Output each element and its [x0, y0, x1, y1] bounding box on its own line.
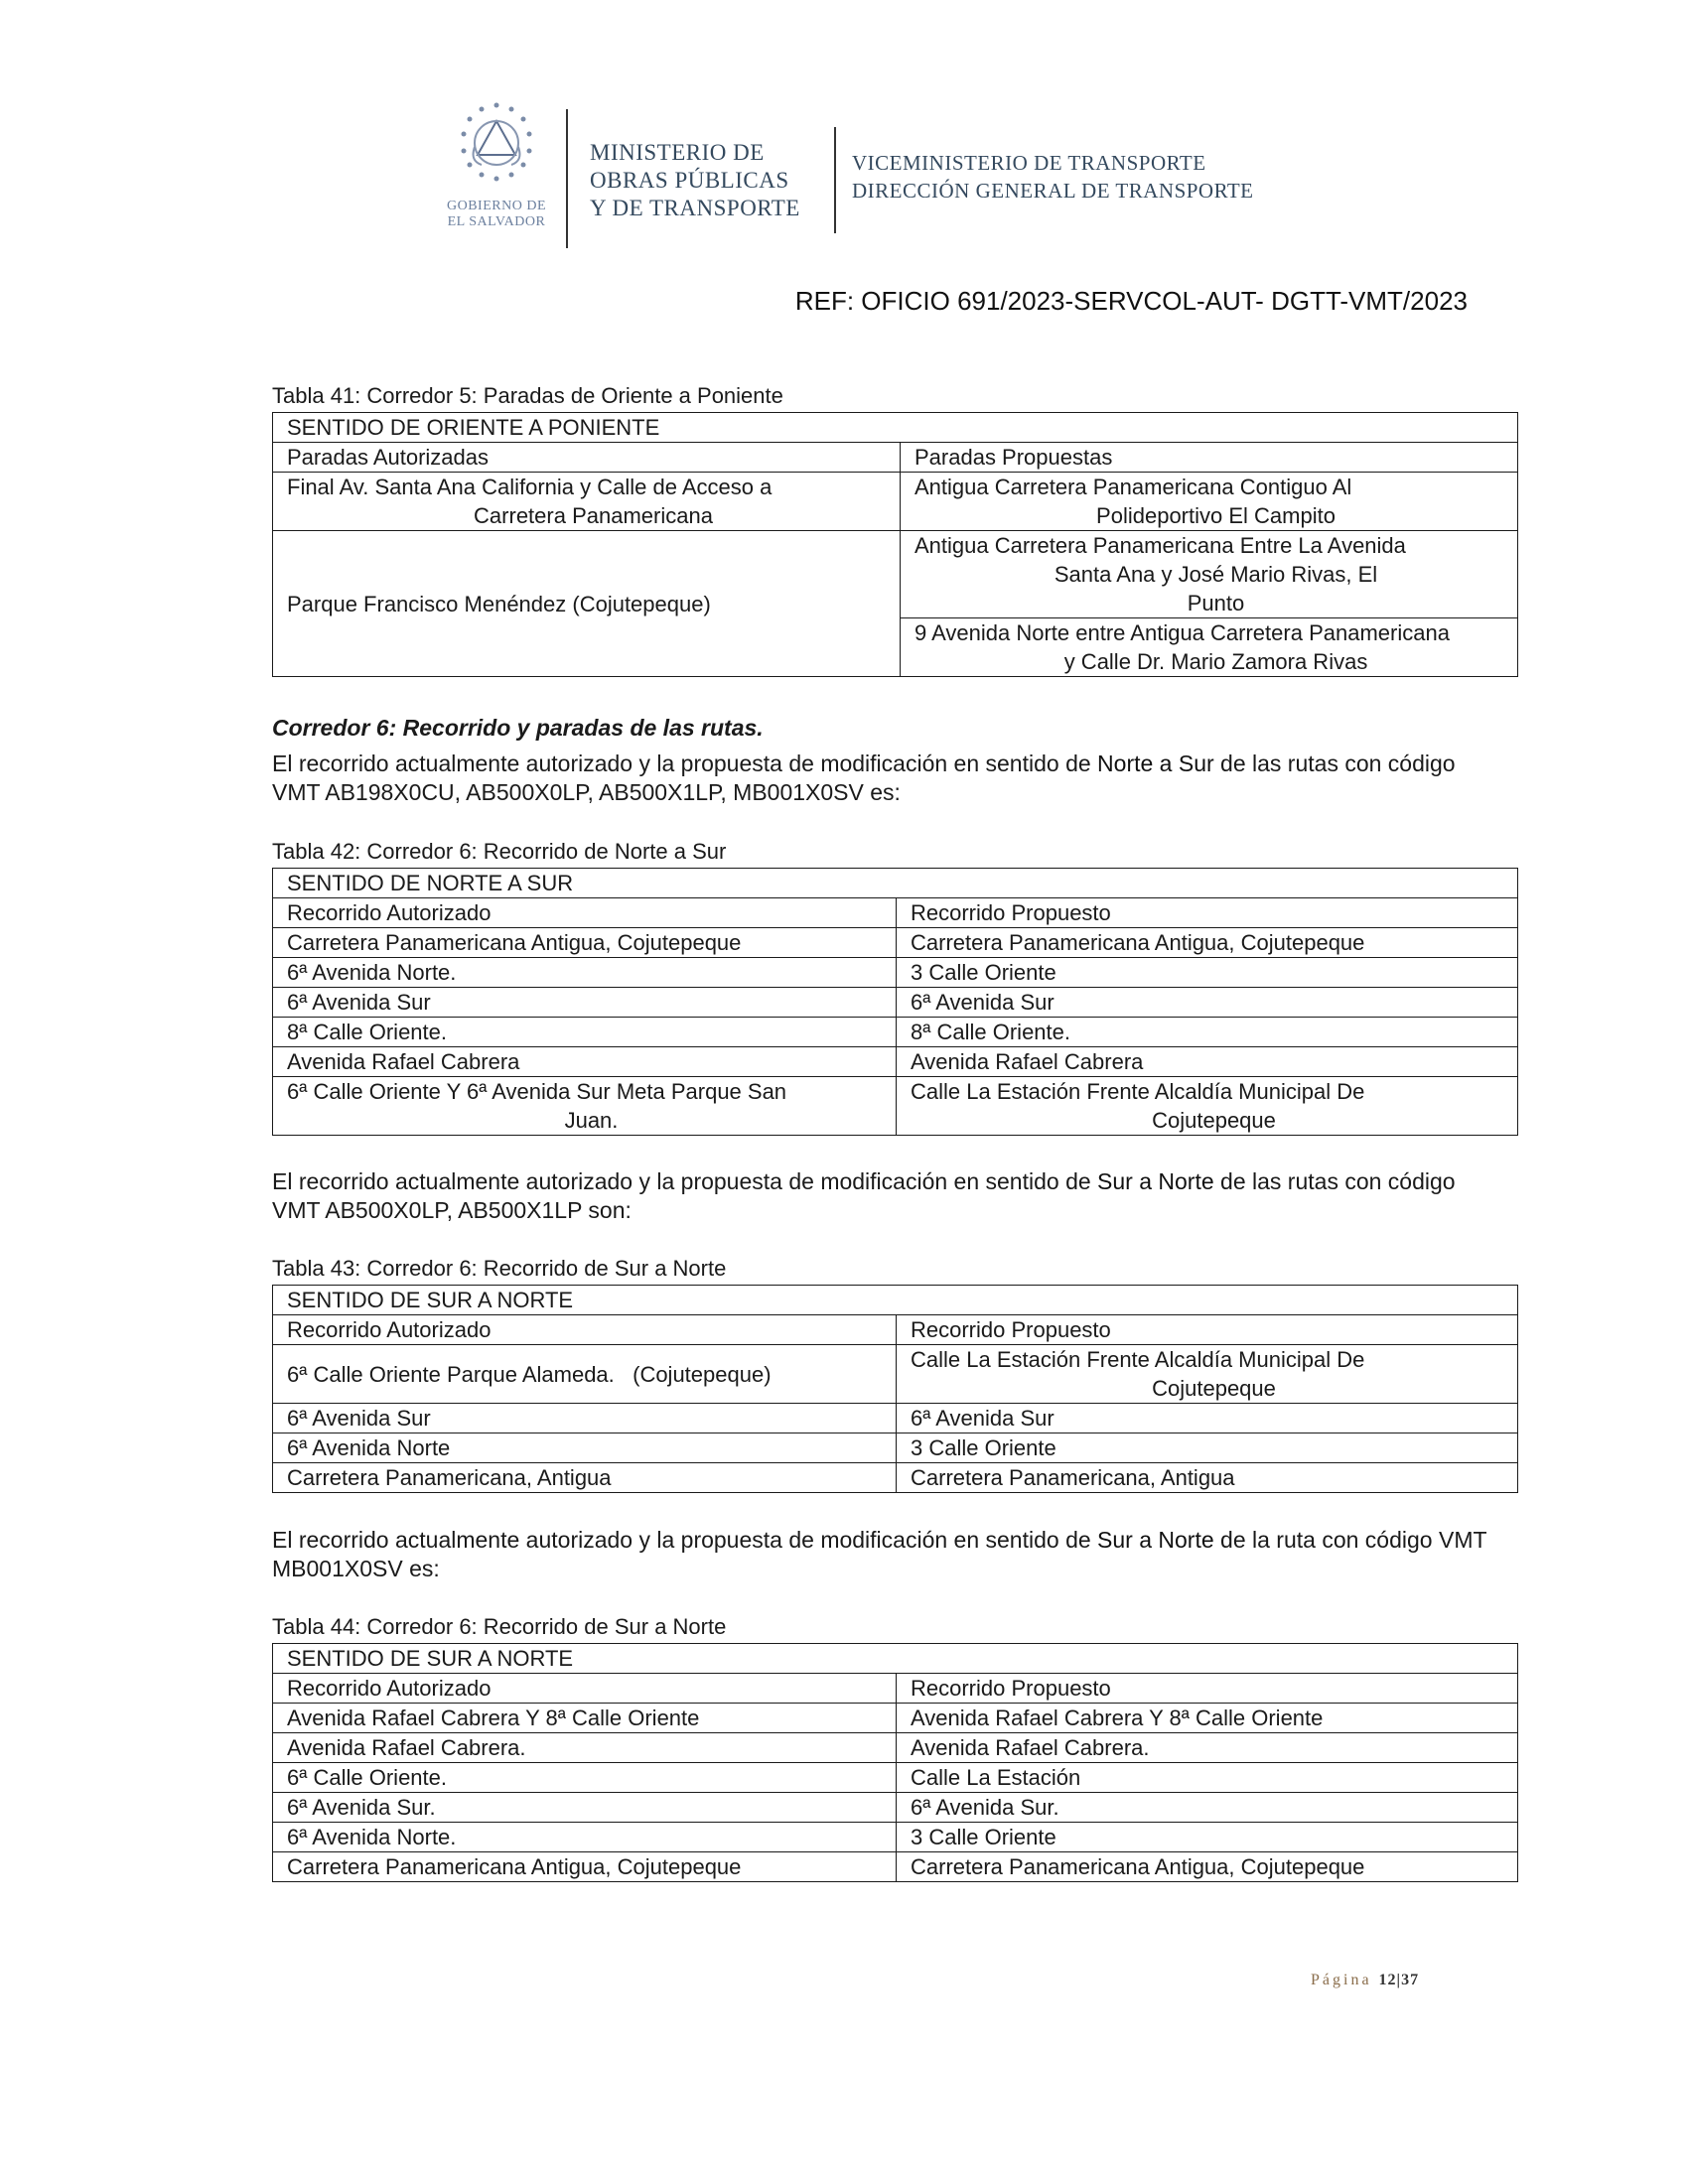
- government-caption: [422, 199, 571, 230]
- table-cell: Carretera Panamericana, Antigua: [273, 1463, 897, 1493]
- table-row: [273, 1433, 1518, 1463]
- cell-line: Juan.: [564, 1108, 619, 1133]
- table-43: [272, 1285, 1518, 1493]
- table-row: [273, 1345, 1518, 1404]
- column-header: Recorrido Propuesto: [897, 898, 1518, 928]
- cell-line: Calle La Estación Frente Alcaldía Municipal De: [911, 1347, 1365, 1372]
- vice-line-1: VICEMINISTERIO DE TRANSPORTE: [852, 151, 1206, 175]
- paragraph: [272, 1167, 1503, 1225]
- paragraph-text: de las rutas con código VMT AB198X0CU, AB500X0LP, AB500X1LP, MB001X0SV es:: [272, 751, 1456, 805]
- ministry-line-2: OBRAS PÚBLICAS: [590, 168, 789, 193]
- cell-line: Final Av. Santa Ana California y Calle de Acceso a: [287, 475, 773, 499]
- page-count: 12|37: [1378, 1972, 1420, 1988]
- table-cell: [897, 1077, 1518, 1136]
- table-row: [273, 531, 1518, 618]
- column-header: Paradas Autorizadas: [273, 443, 901, 473]
- table-title: SENTIDO DE NORTE A SUR: [273, 869, 1518, 898]
- table-cell: Carretera Panamericana Antigua, Cojutepeque: [273, 928, 897, 958]
- table-row: [273, 988, 1518, 1018]
- table-cell: 3 Calle Oriente: [897, 1433, 1518, 1463]
- table-row: [273, 1644, 1518, 1674]
- table-row: [273, 443, 1518, 473]
- table-row: [273, 1018, 1518, 1047]
- cell-line: 9 Avenida Norte entre Antigua Carretera Panamericana: [914, 620, 1450, 645]
- table-cell: Carretera Panamericana Antigua, Cojutepeque: [897, 1852, 1518, 1882]
- table-row: [273, 1404, 1518, 1433]
- table-44-caption: Tabla 44: Corredor 6: Recorrido de Sur a Norte: [272, 1614, 727, 1639]
- column-header: Recorrido Autorizado: [273, 1674, 897, 1704]
- cell-line: Calle La Estación Frente Alcaldía Municipal De: [911, 1079, 1365, 1104]
- table-cell: [273, 473, 901, 531]
- cell-line: Cojutepeque: [1152, 1108, 1276, 1133]
- paragraph: [272, 750, 1503, 807]
- table-row: [273, 1763, 1518, 1793]
- table-cell: Parque Francisco Menéndez (Cojutepeque): [273, 531, 901, 677]
- direction-text: Sur a Norte: [1097, 1527, 1214, 1553]
- direction-text: Norte a Sur: [1097, 751, 1214, 776]
- table-cell: 6ª Avenida Norte: [273, 1433, 897, 1463]
- table-row: [273, 869, 1518, 898]
- table-41-caption: Tabla 41: Corredor 5: Paradas de Oriente a Poniente: [272, 383, 783, 408]
- page-word: Página: [1311, 1972, 1372, 1988]
- table-cell: 6ª Avenida Sur: [897, 988, 1518, 1018]
- page-number: [1311, 1972, 1419, 1989]
- table-cell: Avenida Rafael Cabrera.: [897, 1733, 1518, 1763]
- column-header: Recorrido Autorizado: [273, 898, 897, 928]
- table-cell: 6ª Avenida Sur.: [897, 1793, 1518, 1823]
- cell-line: y Calle Dr. Mario Zamora Rivas: [1063, 649, 1368, 674]
- paragraph-text: de la ruta con código VMT MB001X0SV es:: [272, 1527, 1487, 1581]
- table-cell: Avenida Rafael Cabrera: [273, 1047, 897, 1077]
- table-cell: Carretera Panamericana Antigua, Cojutepeque: [897, 928, 1518, 958]
- table-row: [273, 958, 1518, 988]
- table-cell: 6ª Calle Oriente.: [273, 1763, 897, 1793]
- cell-line: Carretera Panamericana: [474, 503, 713, 528]
- ministry-line-1: MINISTERIO DE: [590, 140, 765, 165]
- table-cell: 6ª Avenida Norte.: [273, 958, 897, 988]
- cell-line: Santa Ana y José Mario Rivas, El: [1054, 562, 1378, 587]
- paragraph-text: El recorrido actualmente autorizado y la propuesta de modificación en sentido de: [272, 1168, 1098, 1194]
- vice-line-2: DIRECCIÓN GENERAL DE TRANSPORTE: [852, 179, 1254, 203]
- paragraph-text: El recorrido actualmente autorizado y la propuesta de modificación en sentido de: [272, 1527, 1098, 1553]
- table-title: SENTIDO DE SUR A NORTE: [273, 1286, 1518, 1315]
- table-cell: 3 Calle Oriente: [897, 1823, 1518, 1852]
- table-row: [273, 1047, 1518, 1077]
- table-cell: 6ª Avenida Sur: [273, 988, 897, 1018]
- table-cell: 3 Calle Oriente: [897, 958, 1518, 988]
- cell-line: Antigua Carretera Panamericana Entre La Avenida: [914, 533, 1406, 558]
- table-41: [272, 412, 1518, 677]
- cell-line: 6ª Calle Oriente Y 6ª Avenida Sur Meta Parque San: [287, 1079, 787, 1104]
- table-44: [272, 1643, 1518, 1882]
- column-header: Paradas Propuestas: [901, 443, 1518, 473]
- table-row: [273, 1704, 1518, 1733]
- table-cell: Carretera Panamericana, Antigua: [897, 1463, 1518, 1493]
- ministry-line-3: Y DE TRANSPORTE: [590, 196, 800, 220]
- table-43-caption: Tabla 43: Corredor 6: Recorrido de Sur a Norte: [272, 1256, 727, 1281]
- table-row: [273, 1286, 1518, 1315]
- table-cell: 8ª Calle Oriente.: [897, 1018, 1518, 1047]
- table-cell: 6ª Avenida Sur: [273, 1404, 897, 1433]
- column-header: Recorrido Propuesto: [897, 1674, 1518, 1704]
- table-row: [273, 1823, 1518, 1852]
- ministry-name: [590, 139, 800, 222]
- table-cell: [901, 531, 1518, 618]
- table-title: SENTIDO DE ORIENTE A PONIENTE: [273, 413, 1518, 443]
- table-row: [273, 1077, 1518, 1136]
- table-cell: Calle La Estación: [897, 1763, 1518, 1793]
- table-cell: Avenida Rafael Cabrera: [897, 1047, 1518, 1077]
- table-row: [273, 413, 1518, 443]
- table-cell: 6ª Avenida Sur: [897, 1404, 1518, 1433]
- table-cell: Avenida Rafael Cabrera Y 8ª Calle Oriente: [273, 1704, 897, 1733]
- table-cell: Avenida Rafael Cabrera.: [273, 1733, 897, 1763]
- table-cell: [897, 1345, 1518, 1404]
- direction-text: Sur a Norte: [1097, 1168, 1214, 1194]
- column-header: Recorrido Autorizado: [273, 1315, 897, 1345]
- cell-line: Polideportivo El Campito: [1096, 503, 1336, 528]
- viceministry-name: [852, 149, 1254, 205]
- table-cell: 6ª Avenida Sur.: [273, 1793, 897, 1823]
- table-row: [273, 1733, 1518, 1763]
- header-divider: [566, 109, 568, 248]
- table-cell: 8ª Calle Oriente.: [273, 1018, 897, 1047]
- reference-number: REF: OFICIO 691/2023-SERVCOL-AUT- DGTT-VMT/2023: [794, 286, 1468, 316]
- gov-line-1: GOBIERNO DE: [447, 199, 546, 213]
- table-cell: Carretera Panamericana Antigua, Cojutepeque: [273, 1852, 897, 1882]
- table-row: [273, 1463, 1518, 1493]
- table-42-caption: Tabla 42: Corredor 6: Recorrido de Norte a Sur: [272, 839, 727, 864]
- table-cell: Avenida Rafael Cabrera Y 8ª Calle Oriente: [897, 1704, 1518, 1733]
- table-cell: [901, 618, 1518, 677]
- section-heading: Corredor 6: Recorrido y paradas de las rutas.: [272, 715, 764, 741]
- table-cell: 6ª Calle Oriente Parque Alameda. (Cojutepeque): [273, 1345, 897, 1404]
- table-row: [273, 1315, 1518, 1345]
- table-row: [273, 898, 1518, 928]
- table-title: SENTIDO DE SUR A NORTE: [273, 1644, 1518, 1674]
- table-row: [273, 1852, 1518, 1882]
- table-cell: [273, 1077, 897, 1136]
- paragraph: [272, 1526, 1503, 1583]
- table-42: [272, 868, 1518, 1136]
- table-row: [273, 928, 1518, 958]
- table-cell: [901, 473, 1518, 531]
- header-divider: [834, 127, 836, 233]
- table-row: [273, 1674, 1518, 1704]
- paragraph-text: de las rutas con código VMT AB500X0LP, AB500X1LP son:: [272, 1168, 1456, 1223]
- cell-line: Punto: [1187, 591, 1245, 615]
- table-cell: 6ª Avenida Norte.: [273, 1823, 897, 1852]
- paragraph-text: El recorrido actualmente autorizado y la propuesta de modificación en sentido de: [272, 751, 1098, 776]
- cell-line: Cojutepeque: [1152, 1376, 1276, 1401]
- cell-line: Antigua Carretera Panamericana Contiguo Al: [914, 475, 1352, 499]
- table-row: [273, 1793, 1518, 1823]
- column-header: Recorrido Propuesto: [897, 1315, 1518, 1345]
- table-row: [273, 473, 1518, 531]
- gov-line-2: EL SALVADOR: [447, 214, 546, 229]
